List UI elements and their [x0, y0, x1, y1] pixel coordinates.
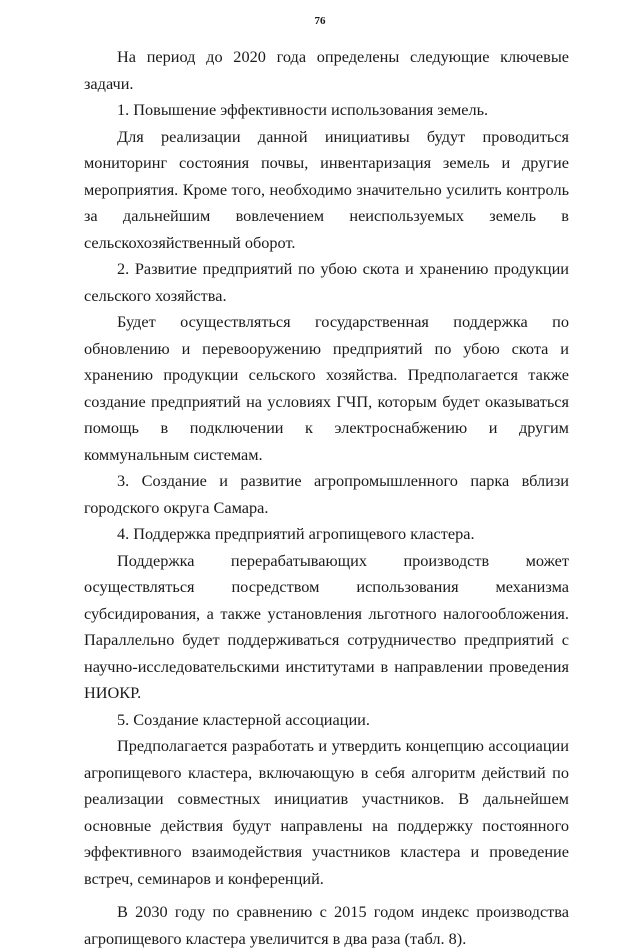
paragraph-conclusion: В 2030 году по сравнению с 2015 годом индекс производства агропищевого кластера увеличится в два раза (табл. 8).	[84, 902, 569, 948]
task-heading-3: 3. Создание и развитие агропромышленного парка вблизи городского округа Самара.	[84, 471, 569, 517]
task-heading-1: 1. Повышение эффективности использования земель.	[117, 100, 489, 119]
task-heading-5: 5. Создание кластерной ассоциации.	[117, 709, 370, 729]
task-description-5: Предполагается разработать и утвердить концепцию ассоциации агропищевого кластера, включающую в себя алгоритм действий по реализации совместных инициатив участников. В дальнейшем основные действия будут направлены на поддержку постоянного эффективного взаимодействия участников кластера и проведение встреч, семинаров и конференций.	[84, 736, 569, 888]
task-description-1: Для реализации данной инициативы будут проводиться мониторинг состояния почвы, инвентаризация земель и другие мероприятия. Кроме того, необходимо значительно усилить контроль за дальнейшим вовлечением неиспользуемых земель в сельскохозяйственный оборот.	[84, 126, 569, 252]
task-description-2: Будет осуществляться государственная поддержка по обновлению и перевооружению предприятий по убою скота и хранению продукции сельского хозяйства. Предполагается также создание предприятий на условиях ГЧП, которым будет оказываться помощь в подключении к электроснабжению и другим коммунальным системам.	[84, 312, 569, 464]
task-description-4: Поддержка перерабатывающих производств может осуществляться посредством использования механизма субсидирования, а также установления льготного налогообложения. Параллельно будет поддерживаться сотрудничество предприятий с научно-исследовательскими институтами в направлении проведения НИОКР.	[84, 550, 569, 702]
document-body	[84, 44, 569, 952]
paragraph-intro: На период до 2020 года определены следующие ключевые задачи.	[84, 47, 569, 93]
page-number: 76	[314, 15, 326, 27]
task-heading-4: 4. Поддержка предприятий агропищевого кластера.	[117, 524, 475, 543]
task-heading-2: 2. Развитие предприятий по убою скота и хранению продукции сельского хозяйства.	[84, 259, 569, 305]
